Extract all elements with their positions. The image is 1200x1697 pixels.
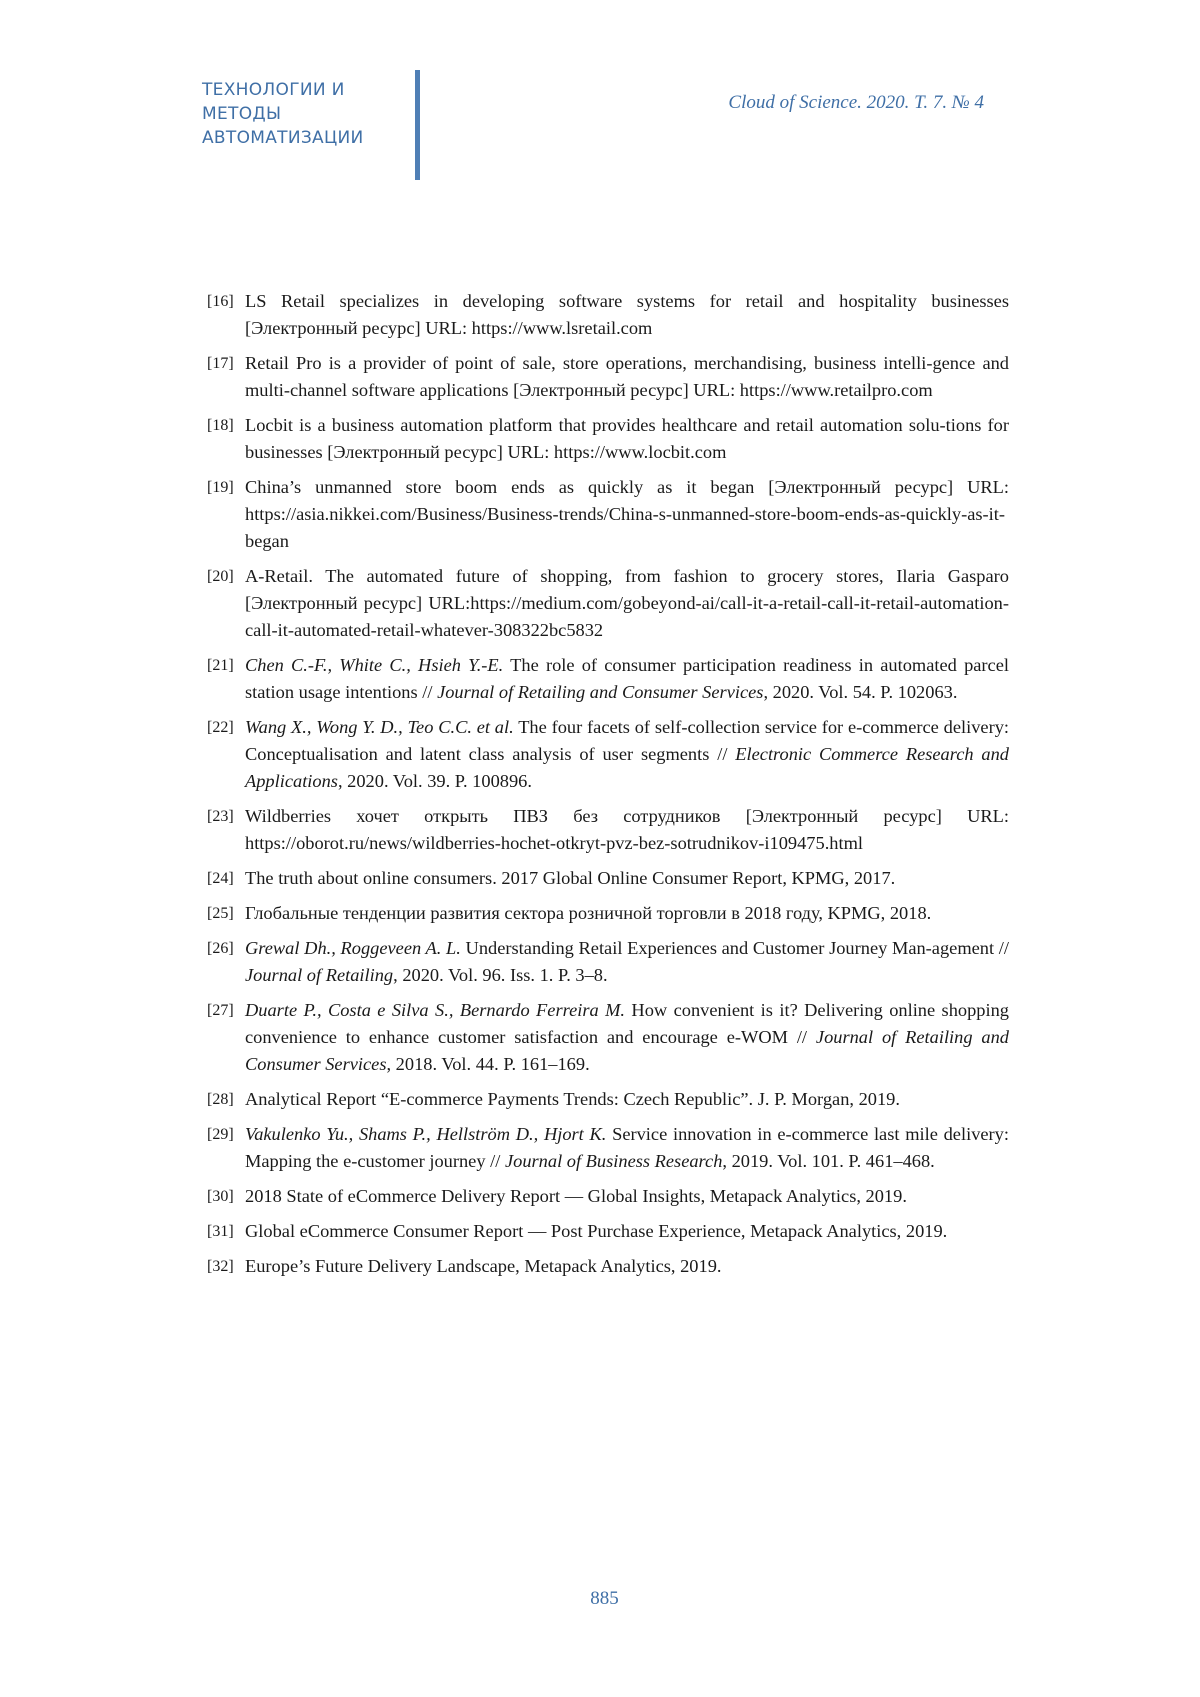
reference-item (207, 412, 1009, 466)
reference-details: , 2020. Vol. 96. Iss. 1. P. 3–8. (393, 965, 608, 985)
reference-authors: Vakulenko Yu., Shams P., Hellström D., Hjort K. (245, 1124, 607, 1144)
reference-item (207, 997, 1009, 1078)
reference-title: Locbit is a business automation platform that provides healthcare and retail automation solu-tions for businesses [Электронный ресурс] URL: https://www.locbit.com (245, 415, 1009, 462)
reference-details: , 2020. Vol. 54. P. 102063. (763, 682, 958, 702)
reference-text (245, 1086, 1009, 1113)
reference-authors: Grewal Dh., Roggeveen A. L. (245, 938, 461, 958)
reference-item (207, 652, 1009, 706)
reference-details: , 2019. Vol. 101. P. 461–468. (722, 1151, 935, 1171)
reference-number: [18] (207, 417, 234, 434)
section-title-line: ТЕХНОЛОГИИ И (202, 80, 345, 100)
reference-number: [20] (207, 568, 234, 585)
reference-title: LS Retail specializes in developing software systems for retail and hospitality businesses [Электронный ресурс] URL: https://www.lsretail.com (245, 291, 1009, 338)
reference-title: Service innovation in e-commerce last mile delivery: Mapping the e-customer journey // (245, 1124, 1009, 1171)
reference-text (245, 288, 1009, 342)
reference-authors: Chen C.-F., White C., Hsieh Y.-E. (245, 655, 504, 675)
reference-number: [30] (207, 1188, 234, 1205)
reference-text (245, 1183, 1009, 1210)
reference-number: [17] (207, 355, 234, 372)
reference-item (207, 865, 1009, 892)
reference-title: Europe’s Future Delivery Landscape, Metapack Analytics, 2019. (245, 1256, 722, 1276)
reference-item (207, 714, 1009, 795)
reference-item (207, 803, 1009, 857)
reference-text (245, 412, 1009, 466)
section-title-line: АВТОМАТИЗАЦИИ (202, 128, 364, 148)
reference-number: [31] (207, 1223, 234, 1240)
reference-number: [29] (207, 1126, 234, 1143)
reference-authors: Wang X., Wong Y. D., Teo C.C. et al. (245, 717, 514, 737)
reference-number: [22] (207, 719, 234, 736)
page-number: 885 (590, 1588, 619, 1609)
reference-text (245, 803, 1009, 857)
reference-number: [26] (207, 940, 234, 957)
reference-item (207, 474, 1009, 555)
reference-number: [32] (207, 1258, 234, 1275)
reference-title: Understanding Retail Experiences and Customer Journey Man-agement // (460, 938, 1010, 958)
reference-source: Journal of Retailing and Consumer Services (437, 682, 764, 702)
reference-item (207, 288, 1009, 342)
reference-item (207, 350, 1009, 404)
reference-details: , 2018. Vol. 44. P. 161–169. (386, 1054, 590, 1074)
reference-number: [19] (207, 479, 234, 496)
reference-text (245, 563, 1009, 644)
reference-item (207, 900, 1009, 927)
reference-item (207, 1218, 1009, 1245)
reference-authors: Duarte P., Costa e Silva S., Bernardo Ferreira M. (245, 1000, 626, 1020)
reference-text (245, 1253, 1009, 1280)
reference-title: The four facets of self-collection service for e-commerce delivery: Conceptualisation and latent class analysis of user segments // (245, 717, 1009, 764)
reference-source: Journal of Retailing (245, 965, 394, 985)
reference-source: Journal of Business Research (504, 1151, 723, 1171)
reference-text (245, 900, 1009, 927)
reference-list (207, 288, 1009, 1288)
reference-text (245, 1218, 1009, 1245)
reference-text (245, 865, 1009, 892)
reference-text (245, 714, 1009, 795)
reference-details: , 2020. Vol. 39. P. 100896. (337, 771, 532, 791)
reference-title: A-Retail. The automated future of shopping, from fashion to grocery stores, Ilaria Gasparo [Электронный ресурс] URL:https://medium.com/gobeyond-ai/call-it-a-retail-call-it-retail-automation-call-it-automated-retail-whatever-308322bc5832 (245, 566, 1009, 640)
reference-title: Retail Pro is a provider of point of sale, store operations, merchandising, business intelli-gence and multi-channel software applications [Электронный ресурс] URL: https://www.retailpro.com (245, 353, 1009, 400)
reference-text (245, 350, 1009, 404)
reference-title: The role of consumer participation readiness in automated parcel station usage intentions // (245, 655, 1009, 702)
section-title (202, 78, 402, 150)
reference-item (207, 563, 1009, 644)
journal-title: Cloud of Science. 2020. T. 7. № 4 (728, 92, 984, 113)
reference-number: [23] (207, 808, 234, 825)
reference-title: Wildberries хочет открыть ПВЗ без сотрудников [Электронный ресурс] URL: https://oborot.ru/news/wildberries-hochet-otkryt-pvz-bez-sotrudnikov-i109475.html (245, 806, 1009, 853)
reference-number: [24] (207, 870, 234, 887)
reference-title: How convenient is it? Delivering online shopping convenience to enhance customer satisfaction and encourage e-WOM // (245, 1000, 1009, 1047)
reference-item (207, 935, 1009, 989)
section-title-line: МЕТОДЫ (202, 104, 282, 124)
reference-text (245, 935, 1009, 989)
reference-text (245, 474, 1009, 555)
reference-number: [27] (207, 1002, 234, 1019)
reference-text (245, 997, 1009, 1078)
reference-source: Electronic Commerce Research and Applications (245, 744, 1009, 791)
reference-number: [16] (207, 293, 234, 310)
reference-number: [28] (207, 1091, 234, 1108)
reference-item (207, 1253, 1009, 1280)
reference-source: Journal of Retailing and Consumer Services (245, 1027, 1009, 1074)
reference-text (245, 1121, 1009, 1175)
reference-title: China’s unmanned store boom ends as quickly as it began [Электронный ресурс] URL: https://asia.nikkei.com/Business/Business-trends/China-s-unmanned-store-boom-ends-as-quickly-as-it-began (245, 477, 1009, 551)
reference-item (207, 1183, 1009, 1210)
reference-title: Global eCommerce Consumer Report — Post Purchase Experience, Metapack Analytics, 2019. (245, 1221, 948, 1241)
reference-number: [21] (207, 657, 234, 674)
header-divider (415, 70, 420, 180)
reference-item (207, 1086, 1009, 1113)
reference-title: Глобальные тенденции развития сектора розничной торговли в 2018 году, KPMG, 2018. (245, 903, 932, 923)
reference-number: [25] (207, 905, 234, 922)
reference-title: Analytical Report “E-commerce Payments Trends: Czech Republic”. J. P. Morgan, 2019. (245, 1089, 900, 1109)
reference-title: The truth about online consumers. 2017 Global Online Consumer Report, KPMG, 2017. (245, 868, 896, 888)
reference-title: 2018 State of eCommerce Delivery Report — Global Insights, Metapack Analytics, 2019. (245, 1186, 907, 1206)
reference-text (245, 652, 1009, 706)
reference-item (207, 1121, 1009, 1175)
